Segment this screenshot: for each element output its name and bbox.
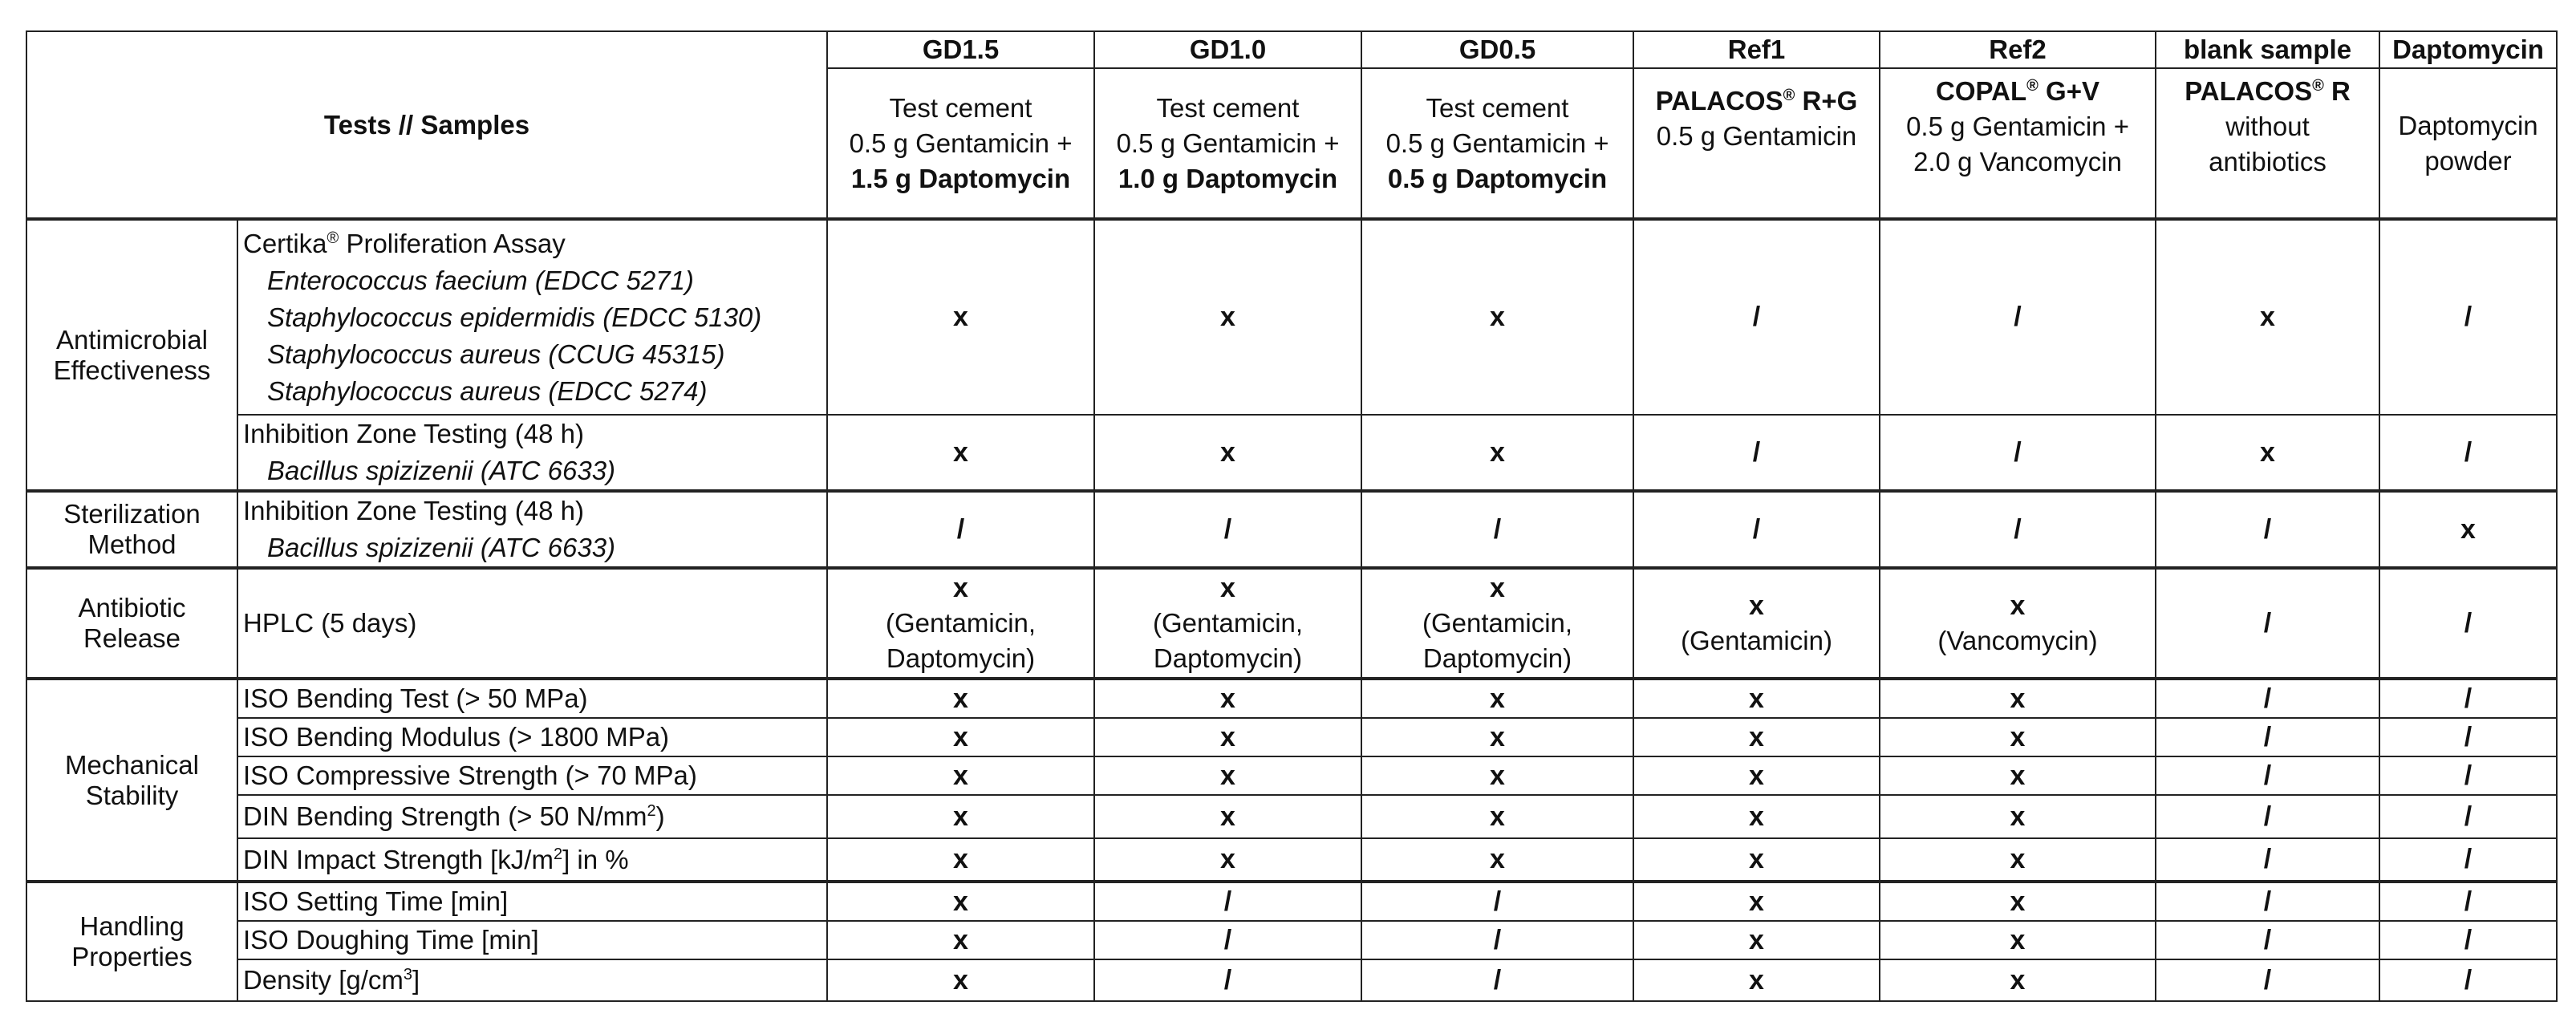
mark-cell: x [827, 959, 1094, 1001]
test-certika: Certika® Proliferation Assay Enterococcus faecium (EDCC 5271) Staphylococcus epidermidis (EDCC 5130) Staphylococcus aureus (CCUG 45315) Staphylococcus aureus (EDCC 5274) [237, 219, 827, 415]
group-handling: Handling Properties [26, 882, 237, 1001]
mark-cell: x [827, 882, 1094, 921]
mark-cell: / [2156, 882, 2379, 921]
desc-blank: PALACOS® R without antibiotics [2156, 68, 2379, 219]
mark-cell: / [827, 491, 1094, 568]
mark-cell: / [1094, 959, 1361, 1001]
row-din-bending [26, 795, 2557, 838]
mark-cell: / [1361, 882, 1633, 921]
mark-cell: x [1094, 795, 1361, 838]
mark-cell: x [1361, 718, 1633, 756]
mark-cell: x [1633, 921, 1880, 959]
mark-cell: / [1361, 959, 1633, 1001]
mark-cell: x [827, 219, 1094, 415]
mark-cell: / [2379, 415, 2557, 491]
mark-cell: x [1094, 415, 1361, 491]
mark-cell: x [1880, 921, 2156, 959]
mark-cell: / [2156, 838, 2379, 882]
mark-cell: x [1880, 795, 2156, 838]
mark-cell: / [2379, 882, 2557, 921]
mark-cell: / [2379, 679, 2557, 718]
test-din-bending: DIN Bending Strength (> 50 $N/mm^2$) [237, 795, 827, 838]
mark-cell: x [1094, 718, 1361, 756]
mark-cell: x [1633, 795, 1880, 838]
mark-cell: x [1880, 756, 2156, 795]
col-code-ref2: Ref2 [1880, 31, 2156, 68]
mark-cell: / [2156, 568, 2379, 679]
desc-gd15: Test cement 0.5 g Gentamicin + 1.5 g Daptomycin [827, 68, 1094, 219]
mark-cell: x [1094, 679, 1361, 718]
mark-cell: x [827, 756, 1094, 795]
mark-cell: / [2379, 959, 2557, 1001]
mark-cell: / [2156, 679, 2379, 718]
row-iso-setting [26, 882, 2557, 921]
test-density: Density $[g/cm^3]$ [237, 959, 827, 1001]
mark-cell-hplc-gd05: x (Gentamicin, Daptomycin) [1361, 568, 1633, 679]
tests-samples-table [26, 30, 2558, 1002]
mark-cell: x [1361, 219, 1633, 415]
mark-cell: x [1880, 679, 2156, 718]
mark-cell: x [1094, 838, 1361, 882]
mark-cell: / [1633, 491, 1880, 568]
mark-cell: x [2156, 219, 2379, 415]
group-sterilization: Sterilization Method [26, 491, 237, 568]
mark-cell: x [2156, 415, 2379, 491]
col-code-gd10: GD1.0 [1094, 31, 1361, 68]
col-code-dapto: Daptomycin [2379, 31, 2557, 68]
mark-cell: x [827, 795, 1094, 838]
row-din-impact [26, 838, 2557, 882]
mark-cell-hplc-gd10: x (Gentamicin, Daptomycin) [1094, 568, 1361, 679]
group-release: Antibiotic Release [26, 568, 237, 679]
mark-cell: x [827, 921, 1094, 959]
test-iso-modulus: ISO Bending Modulus (> 1800 MPa) [237, 718, 827, 756]
mark-cell: / [1094, 882, 1361, 921]
mark-cell: x [1361, 795, 1633, 838]
mark-cell: x [1633, 838, 1880, 882]
group-mechanical: Mechanical Stability [26, 679, 237, 882]
mark-cell: x [1880, 838, 2156, 882]
mark-cell: / [1094, 491, 1361, 568]
mark-cell: / [2379, 795, 2557, 838]
row-iso-bending [26, 679, 2557, 718]
desc-gd05: Test cement 0.5 g Gentamicin + 0.5 g Daptomycin [1361, 68, 1633, 219]
mark-cell: / [1633, 415, 1880, 491]
mark-cell: / [1633, 219, 1880, 415]
mark-cell: x [1633, 959, 1880, 1001]
col-code-ref1: Ref1 [1633, 31, 1880, 68]
mark-cell: x [1633, 882, 1880, 921]
row-iso-doughing [26, 921, 2557, 959]
mark-cell: / [2379, 718, 2557, 756]
mark-cell-hplc-ref1: x (Gentamicin) [1633, 568, 1880, 679]
mark-cell: / [2379, 219, 2557, 415]
mark-cell-hplc-ref2: x (Vancomycin) [1880, 568, 2156, 679]
row-density [26, 959, 2557, 1001]
test-iso-compressive: ISO Compressive Strength (> 70 MPa) [237, 756, 827, 795]
mark-cell: / [1880, 491, 2156, 568]
desc-ref2: COPAL® G+V 0.5 g Gentamicin + 2.0 g Vancomycin [1880, 68, 2156, 219]
col-code-blank: blank sample [2156, 31, 2379, 68]
mark-cell: / [2156, 959, 2379, 1001]
mark-cell: / [1880, 219, 2156, 415]
mark-cell: x [827, 415, 1094, 491]
mark-cell: / [2379, 838, 2557, 882]
row-hplc [26, 568, 2557, 679]
corner-header: Tests // Samples [26, 31, 827, 219]
mark-cell: x [1633, 756, 1880, 795]
mark-cell: / [2156, 718, 2379, 756]
col-code-gd15: GD1.5 [827, 31, 1094, 68]
row-iso-modulus [26, 718, 2557, 756]
desc-ref1: PALACOS® R+G 0.5 g Gentamicin [1633, 68, 1880, 219]
mark-cell: x [1361, 679, 1633, 718]
mark-cell: x [827, 679, 1094, 718]
test-iso-doughing: ISO Doughing Time [min] [237, 921, 827, 959]
mark-cell: x [1880, 882, 2156, 921]
test-inhibition-1: Inhibition Zone Testing (48 h) Bacillus spizizenii (ATC 6633) [237, 415, 827, 491]
header-codes-row [26, 31, 2557, 68]
mark-cell: / [2156, 795, 2379, 838]
mark-cell: / [1880, 415, 2156, 491]
desc-dapto: Daptomycin powder [2379, 68, 2557, 219]
mark-cell: x [1880, 718, 2156, 756]
row-inhibition-sterilization [26, 491, 2557, 568]
test-hplc: HPLC (5 days) [237, 568, 827, 679]
desc-gd10: Test cement 0.5 g Gentamicin + 1.0 g Daptomycin [1094, 68, 1361, 219]
mark-cell: / [1361, 491, 1633, 568]
test-iso-bending: ISO Bending Test (> 50 MPa) [237, 679, 827, 718]
mark-cell: x [1361, 756, 1633, 795]
mark-cell: x [1880, 959, 2156, 1001]
mark-cell: x [2379, 491, 2557, 568]
mark-cell: / [2379, 756, 2557, 795]
mark-cell: x [827, 718, 1094, 756]
mark-cell: / [2379, 921, 2557, 959]
test-inhibition-2: Inhibition Zone Testing (48 h) Bacillus spizizenii (ATC 6633) [237, 491, 827, 568]
test-din-impact: DIN Impact Strength $[kJ/m^2]$ in % [237, 838, 827, 882]
mark-cell: x [1361, 838, 1633, 882]
group-antimicrobial: Antimicrobial Effectiveness [26, 219, 237, 491]
mark-cell: / [2379, 568, 2557, 679]
mark-cell: / [2156, 756, 2379, 795]
mark-cell: x [827, 838, 1094, 882]
test-iso-setting: ISO Setting Time [min] [237, 882, 827, 921]
mark-cell: x [1094, 756, 1361, 795]
row-iso-compressive [26, 756, 2557, 795]
mark-cell: / [2156, 921, 2379, 959]
mark-cell: x [1633, 679, 1880, 718]
mark-cell: / [1361, 921, 1633, 959]
mark-cell: x [1633, 718, 1880, 756]
row-certika [26, 219, 2557, 415]
mark-cell: x [1094, 219, 1361, 415]
mark-cell: x [1361, 415, 1633, 491]
col-code-gd05: GD0.5 [1361, 31, 1633, 68]
row-inhibition-effectiveness [26, 415, 2557, 491]
mark-cell: / [1094, 921, 1361, 959]
mark-cell: / [2156, 491, 2379, 568]
mark-cell-hplc-gd15: x (Gentamicin, Daptomycin) [827, 568, 1094, 679]
